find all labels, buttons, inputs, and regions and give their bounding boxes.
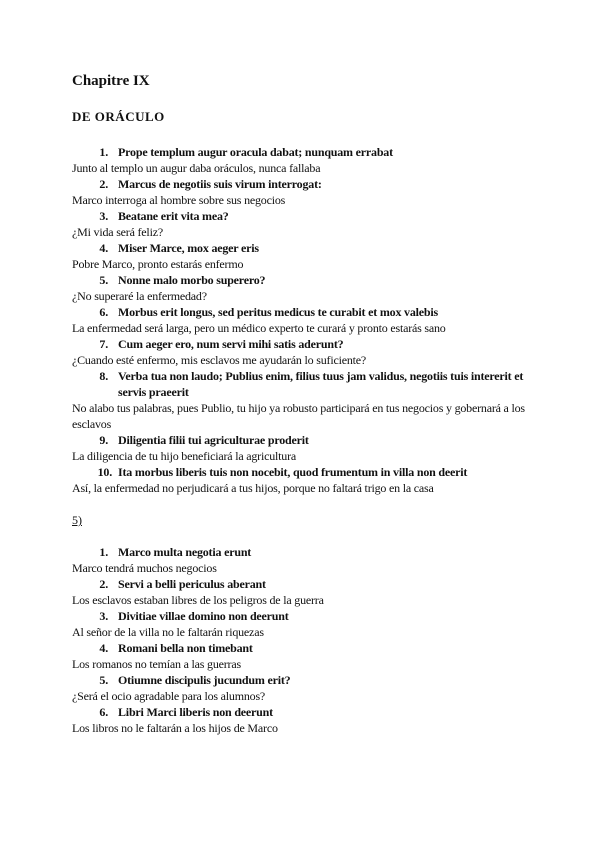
latin-text: Otiumne discipulis jucundum erit? (118, 673, 291, 687)
item-number: 2. (99, 577, 108, 591)
sentence-list-2 (72, 544, 542, 736)
latin-sentence (72, 240, 542, 256)
latin-text: Miser Marce, mox aeger eris (118, 241, 259, 255)
latin-sentence (72, 544, 542, 560)
item-number: 10. (97, 465, 112, 479)
item-number: 2. (99, 177, 108, 191)
latin-text: Cum aeger ero, num servi mihi satis aderunt? (118, 337, 344, 351)
spanish-translation: Así, la enfermedad no perjudicará a tus hijos, porque no faltará trigo en la casa (72, 481, 434, 495)
latin-text: Servi a belli periculus aberant (118, 577, 266, 591)
spanish-translation: Al señor de la villa no le faltarán riquezas (72, 625, 264, 639)
spanish-translation: Los libros no le faltarán a los hijos de Marco (72, 721, 278, 735)
latin-sentence (72, 576, 542, 592)
latin-text: Marco multa negotia erunt (118, 545, 252, 559)
latin-sentence (72, 336, 542, 352)
item-number: 3. (99, 209, 108, 223)
item-number: 5. (99, 273, 108, 287)
spanish-translation: Marco tendrá muchos negocios (72, 561, 217, 575)
latin-text: Verba tua non laudo; Publius enim, filius tuus jam validus, negotiis tuis intererit et servis praeerit (118, 369, 524, 399)
spanish-translation: Marco interroga al hombre sobre sus negocios (72, 193, 286, 207)
latin-sentence (72, 368, 542, 400)
spanish-translation: Junto al templo un augur daba oráculos, nunca fallaba (72, 161, 321, 175)
latin-sentence (72, 432, 542, 448)
latin-sentence (72, 464, 542, 480)
latin-sentence (72, 272, 542, 288)
item-number: 5. (99, 673, 108, 687)
spanish-translation: Pobre Marco, pronto estarás enfermo (72, 257, 244, 271)
latin-text: Prope templum augur oracula dabat; nunquam errabat (118, 145, 393, 159)
latin-text: Nonne malo morbo superero? (118, 273, 266, 287)
item-number: 1. (99, 545, 108, 559)
item-number: 7. (99, 337, 108, 351)
latin-sentence (72, 176, 542, 192)
spanish-translation: Los romanos no temían a las guerras (72, 657, 241, 671)
latin-text: Romani bella non timebant (118, 641, 253, 655)
latin-sentence (72, 304, 542, 320)
spanish-translation: ¿Cuando esté enfermo, mis esclavos me ayudarán lo suficiente? (72, 353, 367, 367)
chapter-title: Chapitre IX (72, 73, 150, 89)
spanish-translation: Los esclavos estaban libres de los peligros de la guerra (72, 593, 324, 607)
item-number: 6. (99, 305, 108, 319)
sentence-list-1 (72, 144, 542, 496)
latin-text: Marcus de negotiis suis virum interrogat: (118, 177, 322, 191)
spanish-translation: La enfermedad será larga, pero un médico experto te curará y pronto estarás sano (72, 321, 446, 335)
exercise-label[interactable]: 5) (72, 513, 82, 527)
latin-sentence (72, 144, 542, 160)
spanish-translation: ¿Mi vida será feliz? (72, 225, 163, 239)
item-number: 8. (99, 369, 108, 383)
document-page (72, 72, 542, 736)
latin-sentence (72, 640, 542, 656)
spanish-translation: No alabo tus palabras, pues Publio, tu hijo ya robusto participará en tus negocios y gobernará a los esclavos (72, 401, 525, 431)
latin-text: Diligentia filii tui agriculturae proderit (118, 433, 309, 447)
latin-text: Ita morbus liberis tuis non nocebit, quod frumentum in villa non deerit (118, 465, 468, 479)
item-number: 6. (99, 705, 108, 719)
latin-sentence (72, 704, 542, 720)
section-title: DE ORÁCULO (72, 109, 165, 124)
item-number: 4. (99, 641, 108, 655)
latin-sentence (72, 608, 542, 624)
item-number: 1. (99, 145, 108, 159)
latin-text: Libri Marci liberis non deerunt (118, 705, 273, 719)
latin-text: Divitiae villae domino non deerunt (118, 609, 289, 623)
item-number: 4. (99, 241, 108, 255)
latin-sentence (72, 672, 542, 688)
spanish-translation: La diligencia de tu hijo beneficiará la agricultura (72, 449, 297, 463)
item-number: 9. (99, 433, 108, 447)
item-number: 3. (99, 609, 108, 623)
latin-sentence (72, 208, 542, 224)
spanish-translation: ¿Será el ocio agradable para los alumnos? (72, 689, 266, 703)
latin-text: Morbus erit longus, sed peritus medicus te curabit et mox valebis (118, 305, 438, 319)
spanish-translation: ¿No superaré la enfermedad? (72, 289, 207, 303)
latin-text: Beatane erit vita mea? (118, 209, 229, 223)
